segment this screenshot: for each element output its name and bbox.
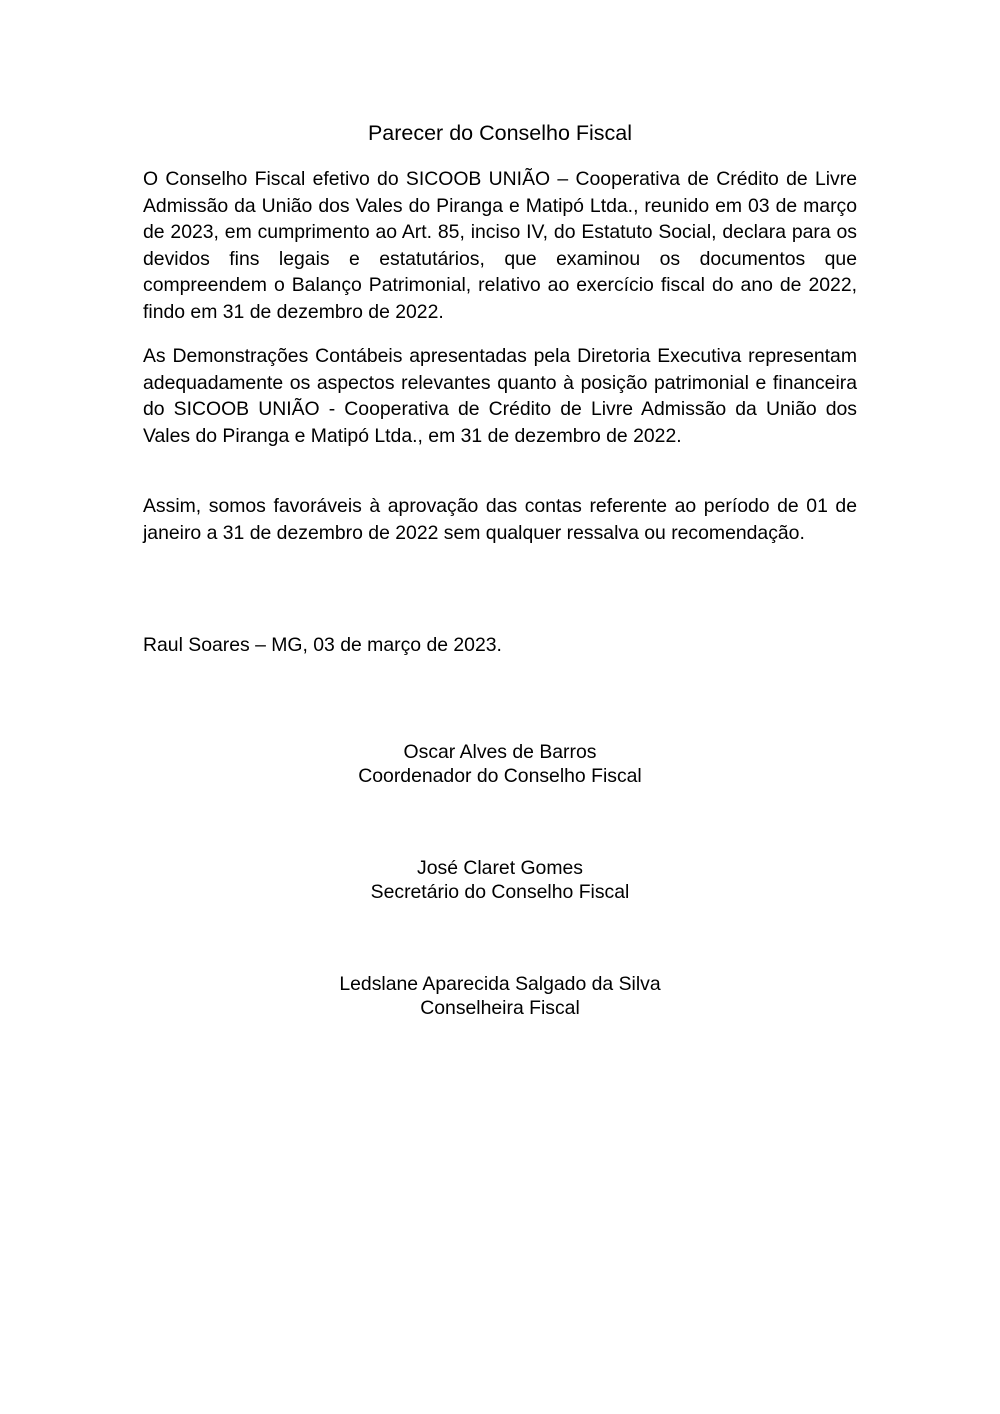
signature-block-councillor (143, 972, 857, 1020)
signatory-role: Coordenador do Conselho Fiscal (358, 765, 642, 787)
paragraph-declaration: O Conselho Fiscal efetivo do SICOOB UNIÃO – Cooperativa de Crédito de Livre Admissão da União dos Vales do Piranga e Matipó Ltda., reunido em 03 de março de 2023, em cumprimento ao Art. 85, inciso IV, do Estatuto Social, declara para os devidos fins legais e estatutários, que examinou os documentos que compreendem o Balanço Patrimonial, relativo ao exercício fiscal do ano de 2022, findo em 31 de dezembro de 2022. (143, 168, 857, 323)
place-and-date: Raul Soares – MG, 03 de março de 2023. (143, 634, 502, 656)
signatory-role: Secretário do Conselho Fiscal (370, 881, 630, 903)
signature-block-coordinator (143, 740, 857, 788)
signatory-name: Ledslane Aparecida Salgado da Silva (339, 973, 661, 995)
document-title: Parecer do Conselho Fiscal (367, 121, 633, 145)
paragraph-financial-statements: As Demonstrações Contábeis apresentadas pela Diretoria Executiva representam adequadamente os aspectos relevantes quanto à posição patrimonial e financeira do SICOOB UNIÃO - Cooperativa de Crédito de Livre Admissão da União dos Vales do Piranga e Matipó Ltda., em 31 de dezembro de 2022. (143, 345, 857, 447)
signatory-name: Oscar Alves de Barros (403, 741, 597, 763)
paragraph-approval: Assim, somos favoráveis à aprovação das contas referente ao período de 01 de janeiro a 31 de dezembro de 2022 sem qualquer ressalva ou recomendação. (143, 495, 857, 544)
signature-block-secretary (143, 856, 857, 904)
signatory-role: Conselheira Fiscal (420, 997, 580, 1019)
signatory-name: José Claret Gomes (417, 857, 583, 879)
